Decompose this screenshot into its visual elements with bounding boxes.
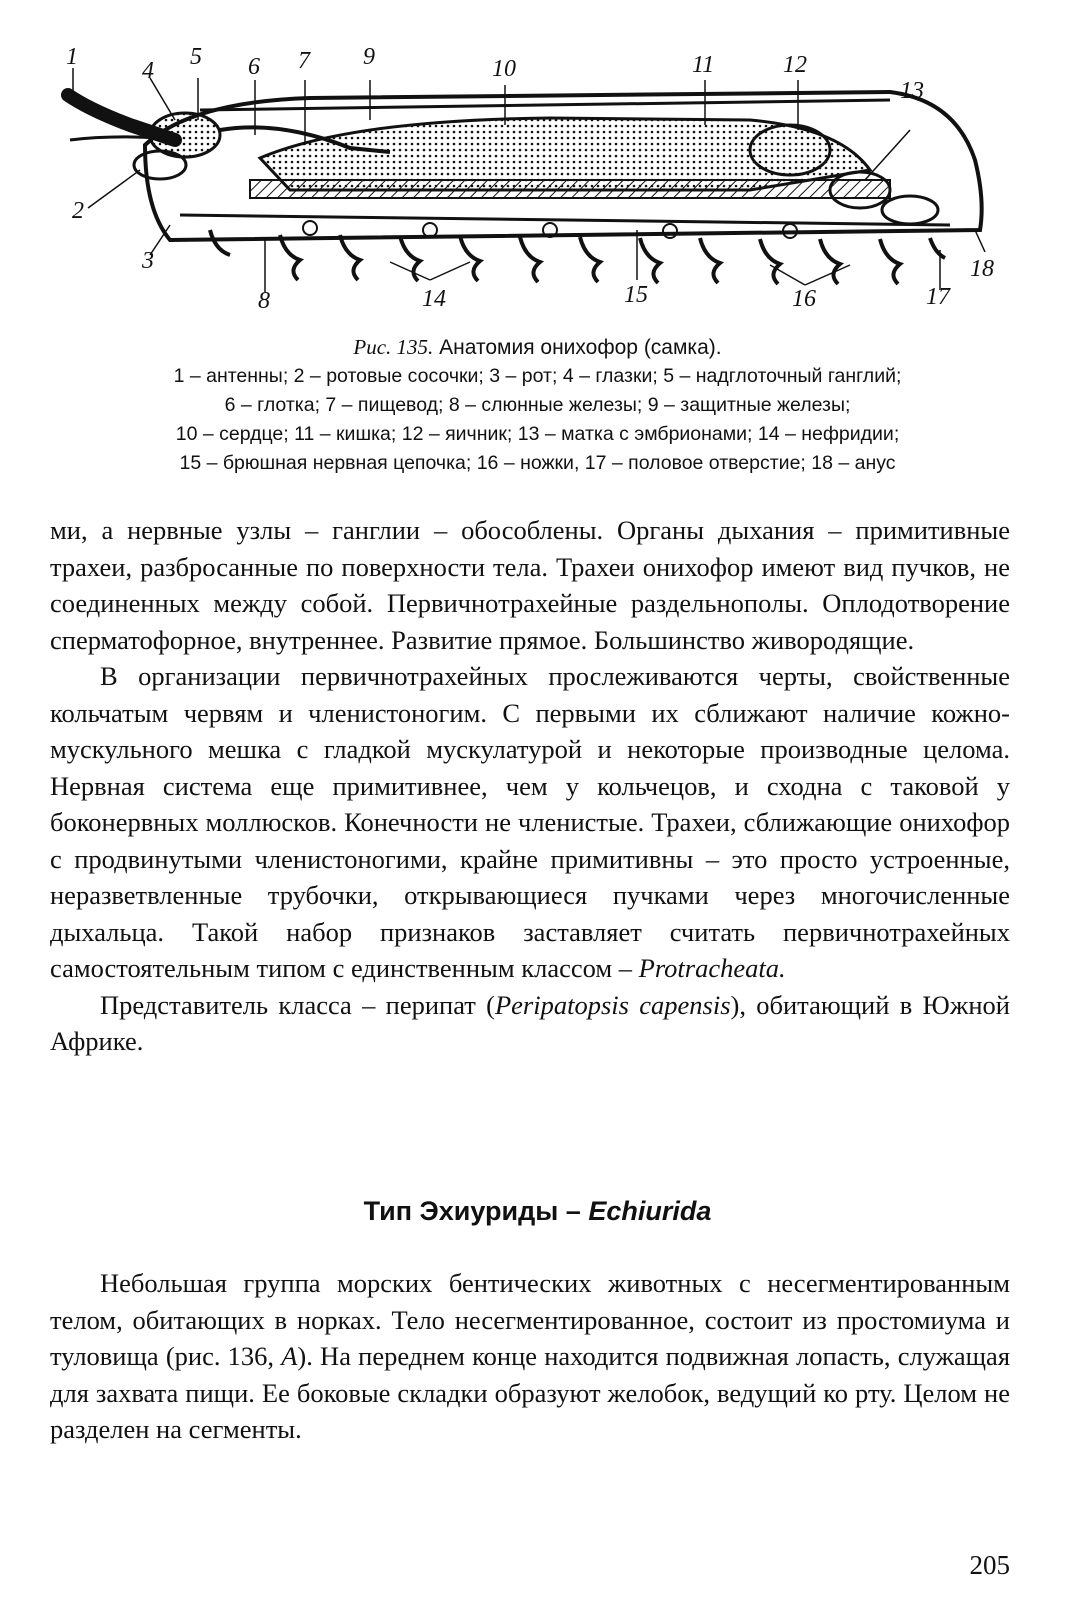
label-13: 13 [900, 78, 924, 104]
paragraph-echiurida [50, 1265, 1010, 1448]
label-17: 17 [926, 284, 950, 310]
caption-title [55, 333, 1020, 362]
section-heading-text: Тип Эхиуриды – [363, 1196, 581, 1226]
section-text [50, 1265, 1010, 1448]
latin-species-name: Peripatopsis capensis [494, 989, 731, 1020]
echiurida-text-start: Небольшая группа морских бентических животных с несегментированным телом, обитающих в норках. Тело несегментированное, состоит из простомиума и туловища (рис. 136, [50, 1268, 1010, 1371]
section-heading-latin: Echiurida [588, 1196, 712, 1226]
latin-class-name: Protracheata. [638, 953, 786, 983]
paragraph-organization [50, 658, 1010, 987]
paragraph-continuation: ми, а нервные узлы – ганглии – обособлены. Органы дыхания – примитивные трахеи, разбросанные по поверхности тела. Трахеи онихофор имеют вид пучков, не соединенных между собой. Первичнотрахейные раздельнополы. Оплодотворение сперматофорное, внутреннее. Развитие прямое. Большинство живородящие. [50, 515, 1010, 655]
representative-text-end: ), обитающий в Южной Африке. [50, 989, 1010, 1056]
label-10: 10 [492, 56, 516, 82]
label-5: 5 [190, 44, 202, 70]
caption-title-text: Анатомия онихофор (самка). [439, 336, 722, 359]
label-16: 16 [792, 286, 816, 312]
echiurida-text-end: ). На переднем конце находится подвижная лопасть, служащая для захвата пищи. Ее боковые складки образуют желобок, ведущий ко рту. Целом не разделен на сегменты. [50, 1341, 1011, 1444]
label-12: 12 [783, 52, 807, 78]
label-2: 2 [72, 198, 84, 224]
label-18: 18 [970, 256, 994, 282]
label-8: 8 [258, 288, 270, 314]
legend-line-3: 10 – сердце; 11 – кишка; 12 – яичник; 13 – матка с эмбрионами; 14 – нефридии; [175, 423, 900, 445]
label-11: 11 [692, 52, 715, 78]
paragraph-representative [50, 987, 1010, 1060]
label-6: 6 [248, 54, 260, 80]
body-text [50, 512, 1010, 1060]
label-7: 7 [298, 48, 310, 74]
section-heading [0, 1196, 1075, 1227]
figure-number: Рис. 135. [353, 335, 434, 359]
anatomy-figure [50, 40, 1025, 320]
label-15: 15 [624, 282, 648, 308]
onychophoran-drawing [50, 40, 1025, 320]
figure-ref: А [281, 1341, 298, 1371]
legend-line-4: 15 – брюшная нервная цепочка; 16 – ножки, 17 – половое отверстие; 18 – анус [179, 452, 896, 474]
page-number: 205 [969, 1550, 1010, 1580]
label-9: 9 [363, 44, 375, 70]
paragraph-organization-text: В организации первичнотрахейных прослеживаются черты, свойственные кольчатым червям и членистоногим. С первыми их сближают наличие кожно-мускульного мешка с гладкой мускулатурой и некоторые производные целома. Нервная система еще примитивнее, чем у кольчецов, и сходна с таковой у боконервных моллюсков. Конечности не членистые. Трахеи, сближающие онихофор с продвинутыми членистоногими, крайне примитивны – это просто устроенные, неразветвленные трубочки, открывающиеся пучками через многочисленные дыхальца. Такой набор признаков заставляет считать первичнотрахейных самостоятельным типом с единственным классом – [50, 661, 1010, 983]
legend-line-2: 6 – глотка; 7 – пищевод; 8 – слюнные железы; 9 – защитные железы; [224, 394, 851, 416]
figure-caption [55, 333, 1020, 478]
label-1: 1 [66, 44, 78, 70]
label-3: 3 [142, 248, 154, 274]
label-14: 14 [422, 286, 446, 312]
legend-line-1: 1 – антенны; 2 – ротовые сосочки; 3 – рот; 4 – глазки; 5 – надглоточный ганглий; [173, 365, 902, 387]
representative-text-start: Представитель класса – перипат ( [100, 989, 495, 1020]
label-4: 4 [142, 58, 154, 84]
